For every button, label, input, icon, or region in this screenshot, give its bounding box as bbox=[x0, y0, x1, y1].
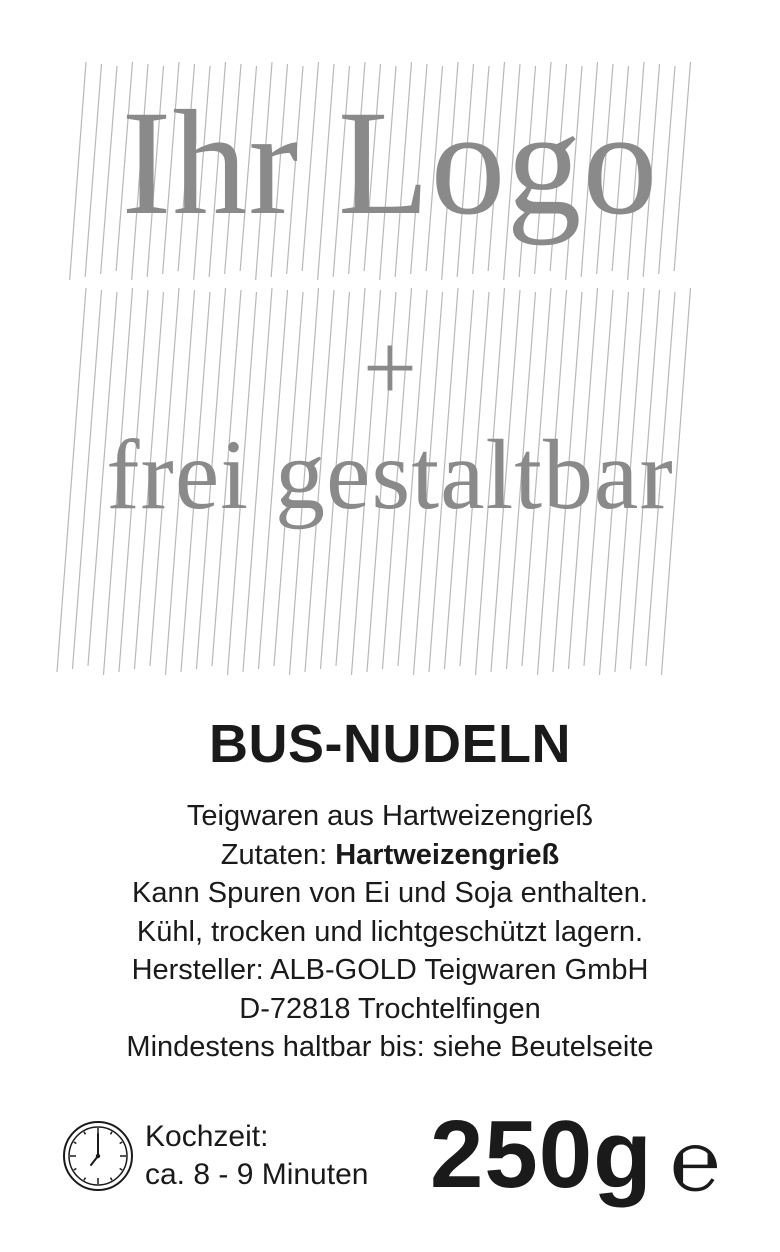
logo-placeholder-title: Ihr Logo bbox=[121, 80, 659, 246]
allergen-note: Kann Spuren von Ei und Soja enthalten. bbox=[132, 877, 648, 909]
cooking-time-value: ca. 8 - 9 Minuten bbox=[145, 1158, 369, 1191]
manufacturer-address: D-72818 Trochtelfingen bbox=[239, 992, 541, 1025]
ingredients-label: Zutaten: bbox=[220, 838, 336, 871]
clock-tick bbox=[84, 1132, 86, 1135]
manufacturer: Hersteller: ALB-GOLD Teigwaren GmbH bbox=[131, 954, 649, 986]
logo-placeholder-plus: + bbox=[362, 314, 418, 421]
logo-placeholder-subtitle: frei gestaltbar bbox=[106, 419, 674, 530]
clock-tick bbox=[111, 1132, 113, 1135]
ingredients-line bbox=[0, 836, 780, 875]
clock-tick bbox=[84, 1178, 86, 1181]
clock-tick bbox=[74, 1169, 77, 1171]
product-title: BUS-NUDELN bbox=[209, 714, 571, 774]
clock-tick bbox=[120, 1169, 123, 1171]
estimated-sign-mark: ℮ bbox=[670, 1116, 721, 1209]
cooking-time bbox=[145, 1118, 368, 1194]
clock-tick bbox=[111, 1178, 113, 1181]
product-info bbox=[0, 797, 780, 1067]
clock-icon bbox=[62, 1120, 134, 1192]
clock-tick bbox=[120, 1142, 123, 1144]
cooking-time-label: Kochzeit: bbox=[145, 1120, 269, 1153]
storage-note: Kühl, trocken und lichtgeschützt lagern. bbox=[136, 915, 644, 948]
net-weight: 250g bbox=[430, 1101, 653, 1208]
best-before-note: Mindestens haltbar bis: siehe Beutelseite bbox=[126, 1031, 654, 1063]
product-description: Teigwaren aus Hartweizengrieß bbox=[186, 800, 594, 832]
ingredients-value: Hartweizengrieß bbox=[335, 838, 560, 871]
clock-tick bbox=[74, 1142, 77, 1144]
